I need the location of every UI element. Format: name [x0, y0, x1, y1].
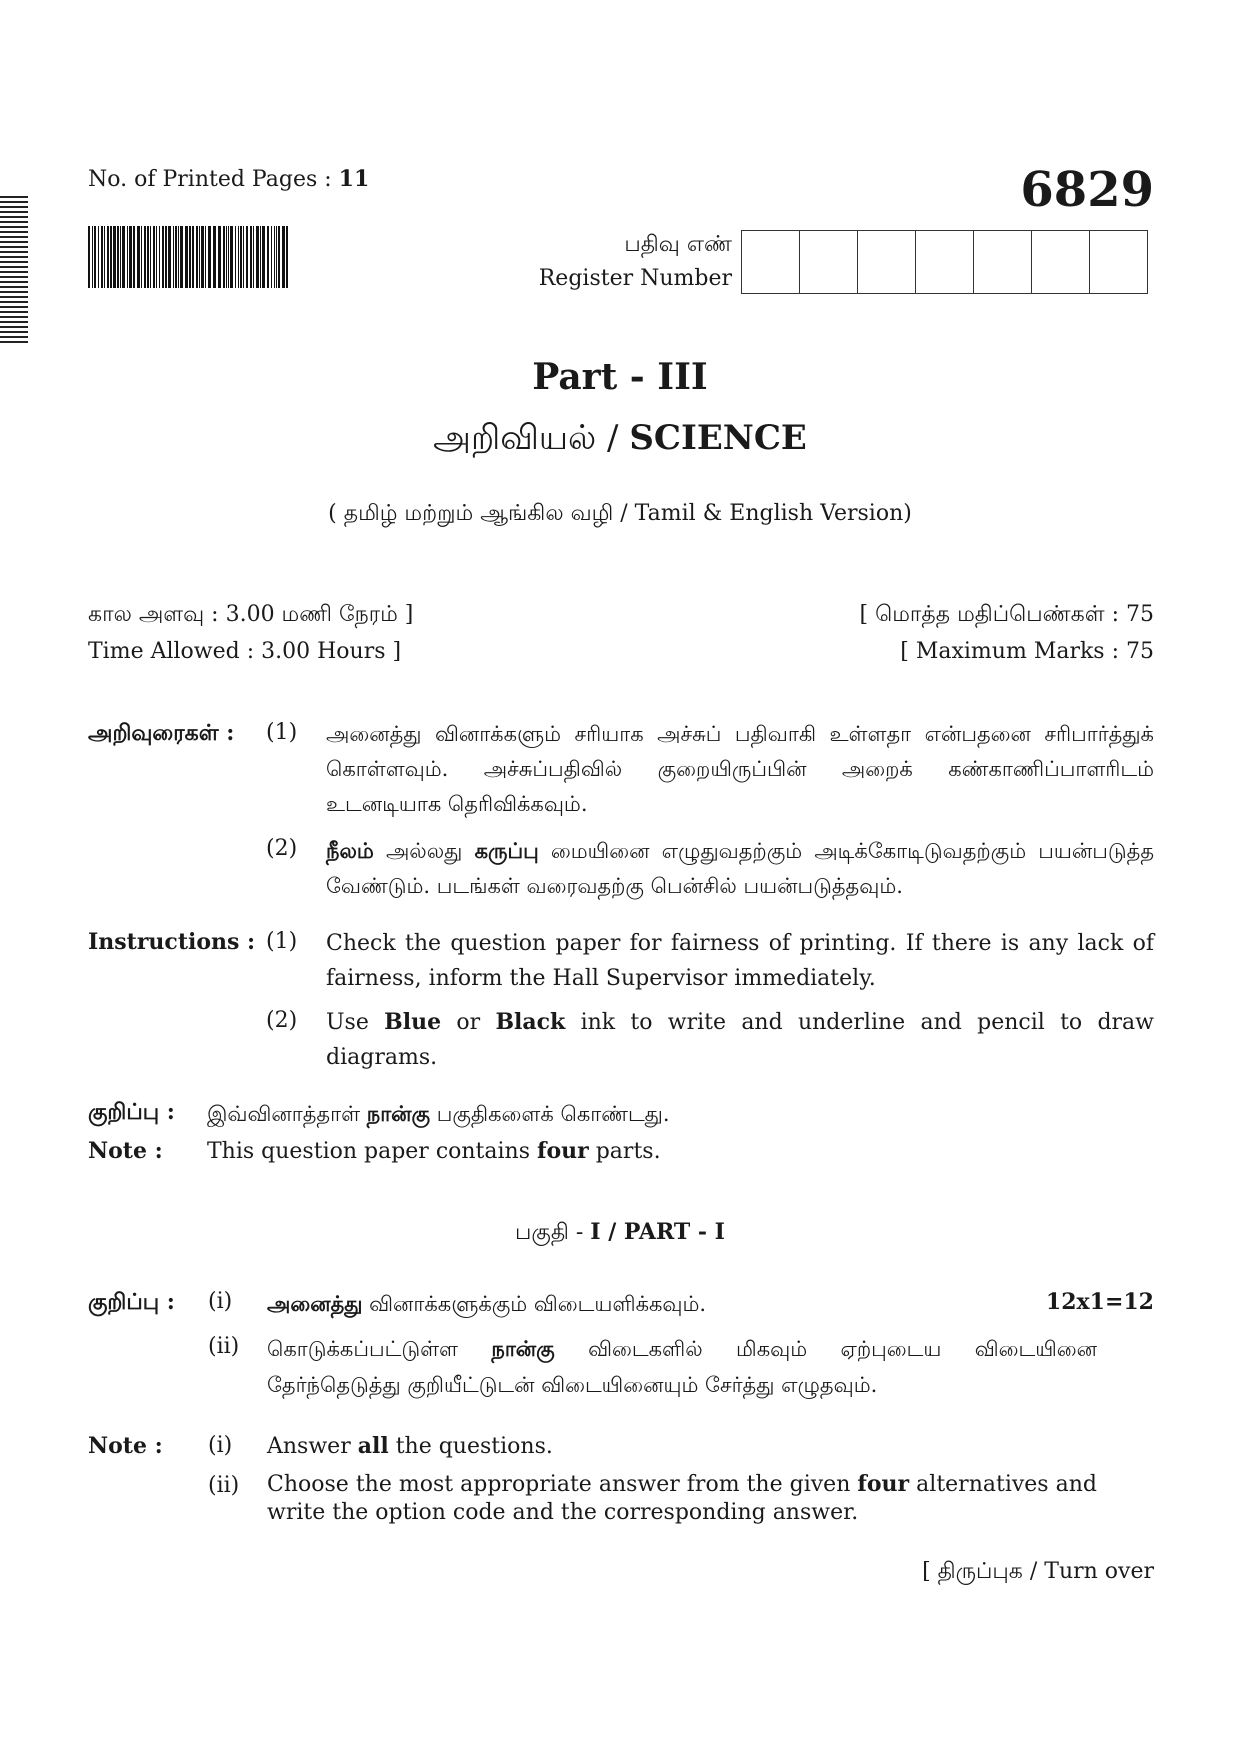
instructions-english-label: Instructions :	[88, 929, 256, 955]
time-allowed-tamil: கால அளவு : 3.00 மணி நேரம் ]	[88, 602, 414, 627]
instructions-tamil-num-1: (1)	[266, 720, 298, 745]
register-digit-box[interactable]	[857, 230, 916, 294]
note-tamil-text: இவ்வினாத்தாள் நான்கு பகுதிகளைக் கொண்டது.	[207, 1101, 670, 1126]
register-label-english: Register Number	[538, 266, 732, 291]
subject-title	[0, 418, 1240, 462]
section-note-english-num-ii: (ii)	[208, 1473, 240, 1498]
register-digit-box[interactable]	[1031, 230, 1090, 294]
subject-title-english: SCIENCE	[629, 418, 807, 458]
part-title: Part - III	[532, 356, 708, 398]
section-note-tamil-num-i: (i)	[208, 1289, 233, 1314]
time-allowed-english: Time Allowed : 3.00 Hours ]	[88, 639, 402, 664]
printed-pages-value: 11	[338, 166, 370, 192]
printed-pages-label: No. of Printed Pages :	[88, 167, 339, 192]
section-note-tamil-num-ii: (ii)	[208, 1334, 240, 1359]
instructions-tamil-label: அறிவுரைகள் :	[88, 720, 235, 746]
subject-title-tamil: அறிவியல் /	[433, 418, 630, 458]
register-digit-box[interactable]	[973, 230, 1032, 294]
version-line: ( தமிழ் மற்றும் ஆங்கில வழி / Tamil & English Version)	[328, 501, 912, 526]
register-digit-box[interactable]	[741, 230, 800, 294]
max-marks-tamil: [ மொத்த மதிப்பெண்கள் : 75	[859, 602, 1154, 627]
register-digit-box[interactable]	[1089, 230, 1148, 294]
section-note-tamil-item-ii: கொடுக்கப்பட்டுள்ள நான்கு விடைகளில் மிகவும் ஏற்புடைய விடையினை தேர்ந்தெடுத்து குறியீட்டுடன் விடையினையும் சேர்த்து எழுதவும்.	[267, 1336, 1098, 1397]
section-note-english-item-ii: Choose the most appropriate answer from the given four alternatives and write the option code and the corresponding answer.	[267, 1471, 1097, 1525]
instructions-tamil-item-2: நீலம் அல்லது கருப்பு மையினை எழுதுவதற்கும் அடிக்கோடிடுவதற்கும் பயன்படுத்த வேண்டும். படங்கள் வரைவதற்கு பென்சில் பயன்படுத்தவும்.	[326, 838, 1154, 898]
instructions-tamil-item-1: அனைத்து வினாக்களும் சரியாக அச்சுப் பதிவாகி உள்ளதா என்பதனை சரிபார்த்துக் கொள்ளவும். அச்சுப்பதிவில் குறையிருப்பின் அறைக் கண்காணிப்பாளரிடம் உடனடியாக தெரிவிக்கவும்.	[326, 722, 1154, 816]
printed-pages	[88, 168, 369, 191]
turn-over-label: [ திருப்புக / Turn over	[922, 1559, 1154, 1584]
paper-code: 6829	[1020, 162, 1154, 218]
instructions-english-num-2: (2)	[266, 1008, 298, 1033]
note-english-text: This question paper contains four parts.	[207, 1138, 661, 1164]
edge-registration-marks	[0, 196, 28, 346]
note-english-label: Note :	[88, 1138, 163, 1164]
section-note-tamil-item-i: அனைத்து வினாக்களுக்கும் விடையளிக்கவும்.	[267, 1291, 707, 1316]
barcode-image	[88, 226, 292, 288]
max-marks-english: [ Maximum Marks : 75	[900, 639, 1154, 664]
note-tamil-label: குறிப்பு :	[88, 1099, 175, 1125]
register-number-boxes[interactable]	[742, 230, 1148, 294]
section-note-english-item-i: Answer all the questions.	[267, 1433, 553, 1459]
register-label-tamil: பதிவு எண்	[624, 232, 732, 257]
instructions-english-item-1: Check the question paper for fairness of printing. If there is any lack of fairness, inform the Hall Supervisor immediately.	[326, 931, 1154, 991]
instructions-tamil-num-2: (2)	[266, 836, 298, 861]
register-digit-box[interactable]	[915, 230, 974, 294]
register-digit-box[interactable]	[799, 230, 858, 294]
section-note-english-num-i: (i)	[208, 1433, 233, 1458]
section-heading: பகுதி - I / PART - I	[515, 1219, 725, 1245]
instructions-english-num-1: (1)	[266, 929, 298, 954]
instructions-english-item-2: Use Blue or Black ink to write and underline and pencil to draw diagrams.	[326, 1009, 1155, 1070]
section-note-tamil-label: குறிப்பு :	[88, 1289, 175, 1315]
section-note-english-label: Note :	[88, 1433, 163, 1459]
section-marks: 12x1=12	[1045, 1289, 1154, 1315]
